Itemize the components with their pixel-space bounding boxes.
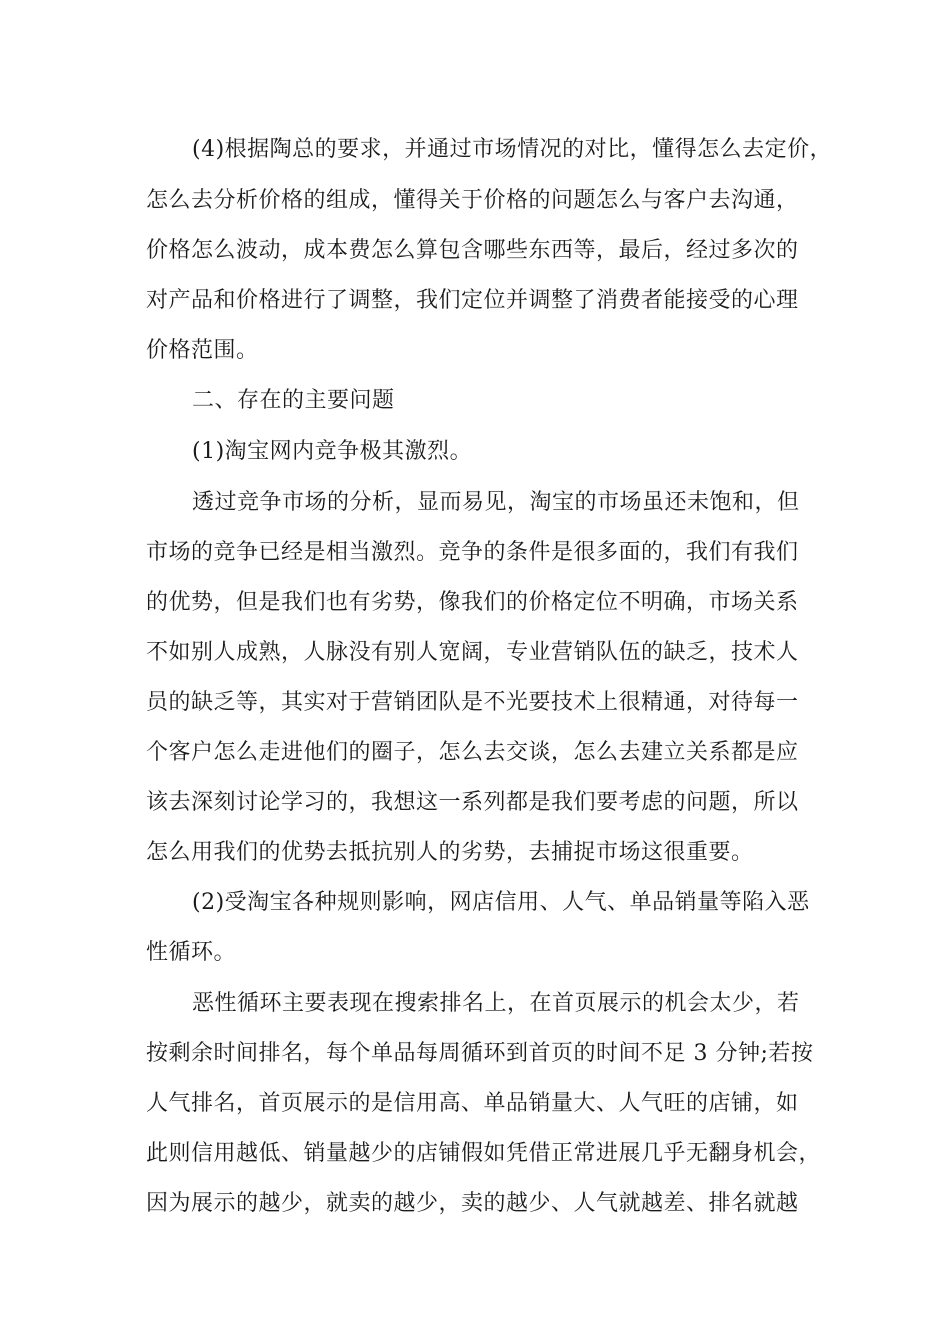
paragraph-line: 不如别人成熟，人脉没有别人宽阔，专业营销队伍的缺乏，技术人 bbox=[146, 640, 799, 665]
subsection-heading: (2)受淘宝各种规则影响，网店信用、人气、单品销量等陷入恶 bbox=[192, 890, 810, 915]
paragraph-line: 个客户怎么走进他们的圈子，怎么去交谈，怎么去建立关系都是应 bbox=[146, 740, 799, 765]
subsection-heading: 性循环。 bbox=[146, 940, 237, 965]
paragraph-line: 市场的竞争已经是相当激烈。竞争的条件是很多面的，我们有我们 bbox=[146, 540, 799, 565]
paragraph-line: 恶性循环主要表现在搜索排名上，在首页展示的机会太少，若 bbox=[192, 991, 800, 1016]
paragraph-line: 的优势，但是我们也有劣势，像我们的价格定位不明确，市场关系 bbox=[146, 590, 799, 615]
subsection-heading: (1)淘宝网内竞争极其激烈。 bbox=[192, 439, 473, 464]
paragraph-line: (4)根据陶总的要求，并通过市场情况的对比，懂得怎么去定价， bbox=[192, 137, 833, 162]
paragraph-line: 该去深刻讨论学习的，我想这一系列都是我们要考虑的问题，所以 bbox=[146, 790, 799, 815]
paragraph-line: 按剩余时间排名，每个单品每周循环到首页的时间不足 3 分钟;若按 bbox=[146, 1041, 814, 1066]
paragraph-line: 员的缺乏等，其实对于营销团队是不光要技术上很精通，对待每一 bbox=[146, 690, 799, 715]
paragraph-line: 因为展示的越少，就卖的越少，卖的越少、人气就越差、排名就越 bbox=[146, 1191, 799, 1216]
paragraph-line: 透过竞争市场的分析，显而易见，淘宝的市场虽还未饱和，但 bbox=[192, 490, 800, 515]
paragraph-line: 怎么用我们的优势去抵抗别人的劣势，去捕捉市场这很重要。 bbox=[146, 840, 754, 865]
paragraph-line: 价格怎么波动，成本费怎么算包含哪些东西等，最后，经过多次的 bbox=[146, 238, 799, 263]
paragraph-line: 对产品和价格进行了调整，我们定位并调整了消费者能接受的心理 bbox=[146, 288, 799, 313]
section-heading: 二、存在的主要问题 bbox=[192, 388, 395, 413]
paragraph-line: 价格范围。 bbox=[146, 338, 259, 363]
paragraph-line: 此则信用越低、销量越少的店铺假如凭借正常进展几乎无翻身机会， bbox=[146, 1141, 822, 1166]
paragraph-line: 人气排名，首页展示的是信用高、单品销量大、人气旺的店铺，如 bbox=[146, 1091, 799, 1116]
paragraph-line: 怎么去分析价格的组成，懂得关于价格的问题怎么与客户去沟通， bbox=[146, 188, 799, 213]
